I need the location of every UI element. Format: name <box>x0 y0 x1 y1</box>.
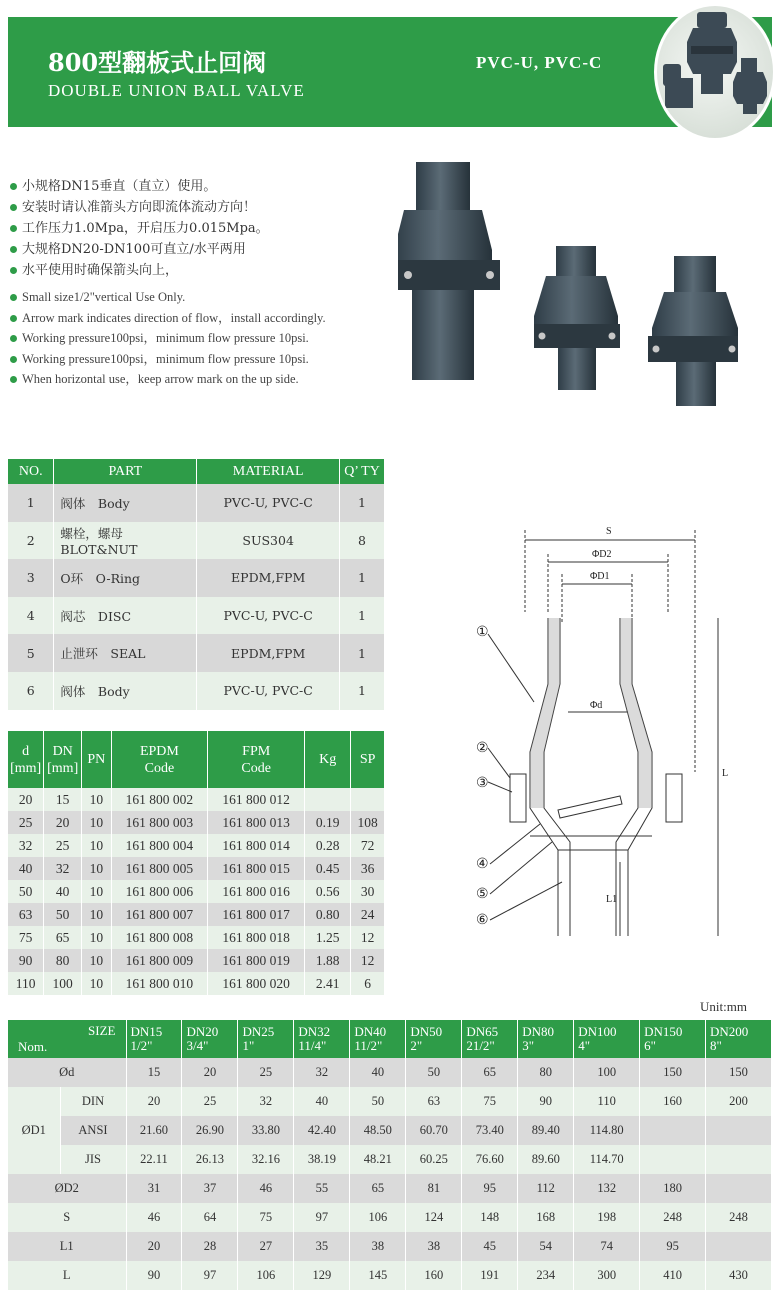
size-inch: 21/2" <box>466 1038 495 1053</box>
dims-cell: 64 <box>182 1203 238 1232</box>
codes-cell: 10 <box>82 834 111 857</box>
codes-cell: 161 800 005 <box>111 857 208 880</box>
parts-cell: 1 <box>340 597 385 635</box>
dims-cell: 25 <box>182 1087 238 1116</box>
codes-cell: 161 800 014 <box>208 834 305 857</box>
parts-row <box>8 522 385 560</box>
size-dn: DN100 <box>578 1024 617 1039</box>
dims-cell: 112 <box>518 1174 574 1203</box>
codes-cell <box>305 788 351 811</box>
codes-cell: 10 <box>82 857 111 880</box>
parts-row <box>8 597 385 635</box>
codes-cell: 161 800 019 <box>208 949 305 972</box>
dims-cell <box>640 1145 706 1174</box>
dims-cell: 22.11 <box>126 1145 182 1174</box>
codes-cell: 90 <box>8 949 44 972</box>
dims-row-l1 <box>8 1232 772 1261</box>
callout-5: ⑤ <box>476 887 489 902</box>
dims-corner <box>8 1020 126 1058</box>
dims-cell: 50 <box>406 1058 462 1087</box>
dims-cell: 80 <box>518 1058 574 1087</box>
codes-cell: 161 800 010 <box>111 972 208 995</box>
callout-3: ③ <box>476 776 489 791</box>
codes-cell: 0.56 <box>305 880 351 903</box>
dims-cell: 129 <box>294 1261 350 1290</box>
parts-cell: 螺栓，螺母 BLOT&NUT <box>54 522 197 560</box>
dims-cell: 234 <box>518 1261 574 1290</box>
callout-1: ① <box>476 625 489 640</box>
codes-cell: 20 <box>44 811 82 834</box>
valve-photo-thumbnail <box>654 3 776 141</box>
dims-cell: 73.40 <box>462 1116 518 1145</box>
size-inch: 1" <box>242 1038 255 1053</box>
dims-cell: 20 <box>126 1087 182 1116</box>
note-en-2: Arrow mark indicates direction of flow，install accordingly. <box>8 308 408 329</box>
dims-cell: 74 <box>574 1232 640 1261</box>
dims-cell <box>706 1116 772 1145</box>
codes-cell: 10 <box>82 903 111 926</box>
dims-cell: 27 <box>238 1232 294 1261</box>
codes-row <box>8 880 385 903</box>
parts-cell: O环 O-Ring <box>54 559 197 597</box>
dims-row-jis <box>8 1145 772 1174</box>
dims-row-s <box>8 1203 772 1232</box>
row-label-d: Ød <box>8 1058 126 1087</box>
codes-cell: 1.88 <box>305 949 351 972</box>
dims-row-ansi <box>8 1116 772 1145</box>
dims-cell: 65 <box>350 1174 406 1203</box>
codes-cell: 161 800 020 <box>208 972 305 995</box>
size-dn: DN200 <box>710 1024 749 1039</box>
row-label-ansi: ANSI <box>60 1116 126 1145</box>
dims-cell: 60.25 <box>406 1145 462 1174</box>
dims-cell: 180 <box>640 1174 706 1203</box>
callout-2: ② <box>476 741 489 756</box>
codes-cell: 100 <box>44 972 82 995</box>
parts-cell: 8 <box>340 522 385 560</box>
parts-cell: SUS304 <box>197 522 340 560</box>
parts-cell: PVC-U, PVC-C <box>197 672 340 710</box>
dims-cell: 65 <box>462 1058 518 1087</box>
size-column-header <box>574 1020 640 1058</box>
parts-header-no: NO. <box>8 459 54 484</box>
size-dn: DN15 <box>130 1024 163 1039</box>
size-dn: DN150 <box>644 1024 683 1039</box>
codes-cell: 6 <box>351 972 385 995</box>
parts-cell: PVC-U, PVC-C <box>197 484 340 522</box>
dims-cell: 106 <box>238 1261 294 1290</box>
dims-row-l <box>8 1261 772 1290</box>
codes-cell: 20 <box>8 788 44 811</box>
dims-cell: 81 <box>406 1174 462 1203</box>
codes-cell: 108 <box>351 811 385 834</box>
dim-label-d: Φd <box>590 700 603 711</box>
row-label-l1: L1 <box>8 1232 126 1261</box>
codes-cell: 63 <box>8 903 44 926</box>
unit-label: Unit:mm <box>700 999 747 1014</box>
parts-cell: EPDM,FPM <box>197 559 340 597</box>
codes-row <box>8 926 385 949</box>
dims-cell: 32 <box>238 1087 294 1116</box>
parts-cell: EPDM,FPM <box>197 634 340 672</box>
note-en-3: Working pressure100psi，minimum flow pressure 10psi. <box>8 328 408 349</box>
dims-cell: 45 <box>462 1232 518 1261</box>
note-cn-3: 工作压力1.0Mpa，开启压力0.015Mpa。 <box>8 218 408 239</box>
codes-cell: 75 <box>8 926 44 949</box>
size-inch: 11/2" <box>354 1038 383 1053</box>
dims-cell: 97 <box>182 1261 238 1290</box>
dims-cell: 89.60 <box>518 1145 574 1174</box>
dims-cell: 37 <box>182 1174 238 1203</box>
dims-cell: 33.80 <box>238 1116 294 1145</box>
dims-cell: 31 <box>126 1174 182 1203</box>
dims-cell: 35 <box>294 1232 350 1261</box>
dims-cell: 150 <box>706 1058 772 1087</box>
parts-header-part: PART <box>54 459 197 484</box>
codes-header: FPM Code <box>208 731 305 788</box>
row-label-l: L <box>8 1261 126 1290</box>
dims-cell: 198 <box>574 1203 640 1232</box>
parts-cell: PVC-U, PVC-C <box>197 597 340 635</box>
size-inch: 6" <box>644 1038 656 1053</box>
dims-cell: 114.70 <box>574 1145 640 1174</box>
codes-cell: 65 <box>44 926 82 949</box>
codes-cell: 40 <box>44 880 82 903</box>
dim-label-d1: ΦD1 <box>590 571 610 582</box>
nom-label: Nom. <box>18 1039 48 1054</box>
dims-cell: 38.19 <box>294 1145 350 1174</box>
title-chinese: 800型翻板式止回阀 <box>48 48 267 77</box>
codes-cell: 40 <box>8 857 44 880</box>
size-column-header <box>640 1020 706 1058</box>
codes-row <box>8 857 385 880</box>
dims-cell: 20 <box>182 1058 238 1087</box>
dims-cell: 55 <box>294 1174 350 1203</box>
size-inch: 3/4" <box>186 1038 209 1053</box>
size-inch: 11/4" <box>298 1038 327 1053</box>
dims-cell <box>706 1174 772 1203</box>
parts-row <box>8 672 385 710</box>
size-column-header <box>350 1020 406 1058</box>
codes-row <box>8 788 385 811</box>
dims-cell: 48.21 <box>350 1145 406 1174</box>
valve-cross-section-drawing <box>470 512 760 952</box>
codes-header: SP <box>351 731 385 788</box>
dims-cell: 75 <box>462 1087 518 1116</box>
dims-row-din <box>8 1087 772 1116</box>
dim-label-d2: ΦD2 <box>592 549 612 560</box>
parts-cell: 止泄环 SEAL <box>54 634 197 672</box>
note-en-4: Working pressure100psi，minimum flow pressure 10psi. <box>8 349 408 370</box>
dims-cell: 106 <box>350 1203 406 1232</box>
parts-cell: 1 <box>340 559 385 597</box>
codes-cell: 30 <box>351 880 385 903</box>
dims-cell: 38 <box>406 1232 462 1261</box>
codes-cell: 24 <box>351 903 385 926</box>
codes-row <box>8 834 385 857</box>
parts-cell: 阀体 Body <box>54 672 197 710</box>
dims-cell: 248 <box>706 1203 772 1232</box>
dims-cell: 110 <box>574 1087 640 1116</box>
codes-cell: 36 <box>351 857 385 880</box>
codes-cell: 10 <box>82 811 111 834</box>
codes-cell: 0.28 <box>305 834 351 857</box>
size-dn: DN32 <box>298 1024 331 1039</box>
parts-cell: 6 <box>8 672 54 710</box>
size-inch: 8" <box>710 1038 722 1053</box>
dims-cell: 430 <box>706 1261 772 1290</box>
codes-cell: 25 <box>8 811 44 834</box>
codes-cell: 161 800 013 <box>208 811 305 834</box>
row-label-s: S <box>8 1203 126 1232</box>
dim-label-l: L <box>722 768 729 779</box>
codes-cell: 15 <box>44 788 82 811</box>
dims-cell: 148 <box>462 1203 518 1232</box>
note-cn-1: 小规格DN15垂直（直立）使用。 <box>8 176 408 197</box>
usage-notes <box>8 176 408 390</box>
size-column-header <box>706 1020 772 1058</box>
row-label-din: DIN <box>60 1087 126 1116</box>
size-column-header <box>406 1020 462 1058</box>
codes-cell: 161 800 012 <box>208 788 305 811</box>
codes-cell: 10 <box>82 788 111 811</box>
codes-cell: 0.80 <box>305 903 351 926</box>
parts-cell: 阀体 Body <box>54 484 197 522</box>
dims-cell: 28 <box>182 1232 238 1261</box>
dims-cell: 89.40 <box>518 1116 574 1145</box>
codes-cell: 161 800 016 <box>208 880 305 903</box>
dims-cell: 50 <box>350 1087 406 1116</box>
row-label-jis: JIS <box>60 1145 126 1174</box>
codes-cell: 110 <box>8 972 44 995</box>
codes-cell: 161 800 018 <box>208 926 305 949</box>
dims-cell: 100 <box>574 1058 640 1087</box>
size-label: SIZE <box>88 1023 116 1038</box>
parts-row <box>8 634 385 672</box>
dims-cell: 248 <box>640 1203 706 1232</box>
dims-cell: 63 <box>406 1087 462 1116</box>
dims-cell: 95 <box>462 1174 518 1203</box>
codes-row <box>8 972 385 995</box>
codes-cell: 1.25 <box>305 926 351 949</box>
row-label-d2: ØD2 <box>8 1174 126 1203</box>
dims-cell: 150 <box>640 1058 706 1087</box>
size-inch: 3" <box>522 1038 535 1053</box>
dims-cell: 114.80 <box>574 1116 640 1145</box>
dims-cell: 40 <box>350 1058 406 1087</box>
codes-cell: 25 <box>44 834 82 857</box>
dims-cell: 15 <box>126 1058 182 1087</box>
codes-cell: 80 <box>44 949 82 972</box>
dims-cell: 95 <box>640 1232 706 1261</box>
parts-cell: 5 <box>8 634 54 672</box>
callout-4: ④ <box>476 857 489 872</box>
dims-cell: 145 <box>350 1261 406 1290</box>
size-column-header <box>294 1020 350 1058</box>
parts-cell: 3 <box>8 559 54 597</box>
codes-row <box>8 949 385 972</box>
note-cn-4: 大规格DN20-DN100可直立/水平两用 <box>8 239 408 260</box>
size-column-header <box>518 1020 574 1058</box>
size-inch: 4" <box>578 1038 591 1053</box>
dims-cell: 42.40 <box>294 1116 350 1145</box>
size-dn: DN65 <box>466 1024 499 1039</box>
codes-cell: 32 <box>44 857 82 880</box>
dims-cell: 60.70 <box>406 1116 462 1145</box>
dims-cell: 32 <box>294 1058 350 1087</box>
size-dn: DN40 <box>354 1024 387 1039</box>
codes-cell: 50 <box>8 880 44 903</box>
codes-header: d [mm] <box>8 731 44 788</box>
codes-header: EPDM Code <box>111 731 208 788</box>
dims-row-d2 <box>8 1174 772 1203</box>
codes-header: DN [mm] <box>44 731 82 788</box>
codes-cell: 12 <box>351 949 385 972</box>
parts-cell: 1 <box>340 634 385 672</box>
note-cn-5: 水平使用时确保箭头向上， <box>8 260 408 281</box>
codes-cell: 0.19 <box>305 811 351 834</box>
dims-cell: 97 <box>294 1203 350 1232</box>
dims-cell: 38 <box>350 1232 406 1261</box>
size-inch: 1/2" <box>130 1038 153 1053</box>
note-en-1: Small size1/2"vertical Use Only. <box>8 287 408 308</box>
codes-cell: 161 800 004 <box>111 834 208 857</box>
title-english: DOUBLE UNION BALL VALVE <box>48 81 305 100</box>
dims-cell: 124 <box>406 1203 462 1232</box>
codes-header: Kg <box>305 731 351 788</box>
size-column-header <box>126 1020 182 1058</box>
dims-cell: 26.90 <box>182 1116 238 1145</box>
codes-cell: 72 <box>351 834 385 857</box>
dims-cell: 54 <box>518 1232 574 1261</box>
dims-cell: 160 <box>640 1087 706 1116</box>
size-column-header <box>238 1020 294 1058</box>
dims-cell: 191 <box>462 1261 518 1290</box>
dims-cell: 90 <box>126 1261 182 1290</box>
size-column-header <box>462 1020 518 1058</box>
note-en-5: When horizontal use，keep arrow mark on the up side. <box>8 369 408 390</box>
codes-cell: 161 800 007 <box>111 903 208 926</box>
dims-cell: 40 <box>294 1087 350 1116</box>
dims-cell: 26.13 <box>182 1145 238 1174</box>
codes-cell: 0.45 <box>305 857 351 880</box>
dims-cell: 90 <box>518 1087 574 1116</box>
dim-label-l1: L1 <box>606 894 618 905</box>
dims-cell: 48.50 <box>350 1116 406 1145</box>
dims-cell: 168 <box>518 1203 574 1232</box>
codes-cell: 161 800 003 <box>111 811 208 834</box>
dims-cell: 21.60 <box>126 1116 182 1145</box>
parts-table <box>8 459 385 710</box>
dims-cell: 160 <box>406 1261 462 1290</box>
codes-table <box>8 731 385 995</box>
dims-cell <box>706 1232 772 1261</box>
dims-cell <box>640 1116 706 1145</box>
dims-cell: 300 <box>574 1261 640 1290</box>
row-label-d1: ØD1 <box>8 1087 60 1174</box>
codes-cell: 161 800 006 <box>111 880 208 903</box>
codes-header: PN <box>82 731 111 788</box>
dimensions-table <box>8 1020 772 1290</box>
dims-cell: 20 <box>126 1232 182 1261</box>
parts-cell: 1 <box>340 484 385 522</box>
dims-cell: 25 <box>238 1058 294 1087</box>
parts-cell: 2 <box>8 522 54 560</box>
material-label: PVC-U, PVC-C <box>476 53 603 72</box>
codes-cell <box>351 788 385 811</box>
size-dn: DN25 <box>242 1024 275 1039</box>
dims-cell: 32.16 <box>238 1145 294 1174</box>
parts-header-qty: Q’ TY <box>340 459 385 484</box>
callout-6: ⑥ <box>476 913 489 928</box>
parts-cell: 4 <box>8 597 54 635</box>
codes-cell: 161 800 015 <box>208 857 305 880</box>
dims-cell: 76.60 <box>462 1145 518 1174</box>
dims-cell: 200 <box>706 1087 772 1116</box>
size-inch: 2" <box>410 1038 423 1053</box>
dims-cell <box>706 1145 772 1174</box>
dim-label-s: S <box>606 526 612 537</box>
parts-row <box>8 484 385 522</box>
codes-row <box>8 811 385 834</box>
codes-cell: 10 <box>82 972 111 995</box>
codes-cell: 32 <box>8 834 44 857</box>
dims-cell: 410 <box>640 1261 706 1290</box>
parts-header-material: MATERIAL <box>197 459 340 484</box>
dims-cell: 46 <box>126 1203 182 1232</box>
size-dn: DN20 <box>186 1024 219 1039</box>
parts-cell: 阀芯 DISC <box>54 597 197 635</box>
codes-cell: 161 800 009 <box>111 949 208 972</box>
codes-cell: 161 800 008 <box>111 926 208 949</box>
size-dn: DN50 <box>410 1024 443 1039</box>
dims-row-d <box>8 1058 772 1087</box>
size-column-header <box>182 1020 238 1058</box>
codes-cell: 10 <box>82 949 111 972</box>
parts-row <box>8 559 385 597</box>
dims-cell: 46 <box>238 1174 294 1203</box>
codes-row <box>8 903 385 926</box>
codes-cell: 2.41 <box>305 972 351 995</box>
parts-cell: 1 <box>8 484 54 522</box>
codes-cell: 10 <box>82 880 111 903</box>
valve-product-photo <box>398 160 738 420</box>
codes-cell: 12 <box>351 926 385 949</box>
size-dn: DN80 <box>522 1024 555 1039</box>
dims-cell: 132 <box>574 1174 640 1203</box>
codes-cell: 50 <box>44 903 82 926</box>
codes-cell: 161 800 002 <box>111 788 208 811</box>
note-cn-2: 安装时请认准箭头方向即流体流动方向！ <box>8 197 408 218</box>
codes-cell: 161 800 017 <box>208 903 305 926</box>
parts-cell: 1 <box>340 672 385 710</box>
dims-cell: 75 <box>238 1203 294 1232</box>
codes-cell: 10 <box>82 926 111 949</box>
